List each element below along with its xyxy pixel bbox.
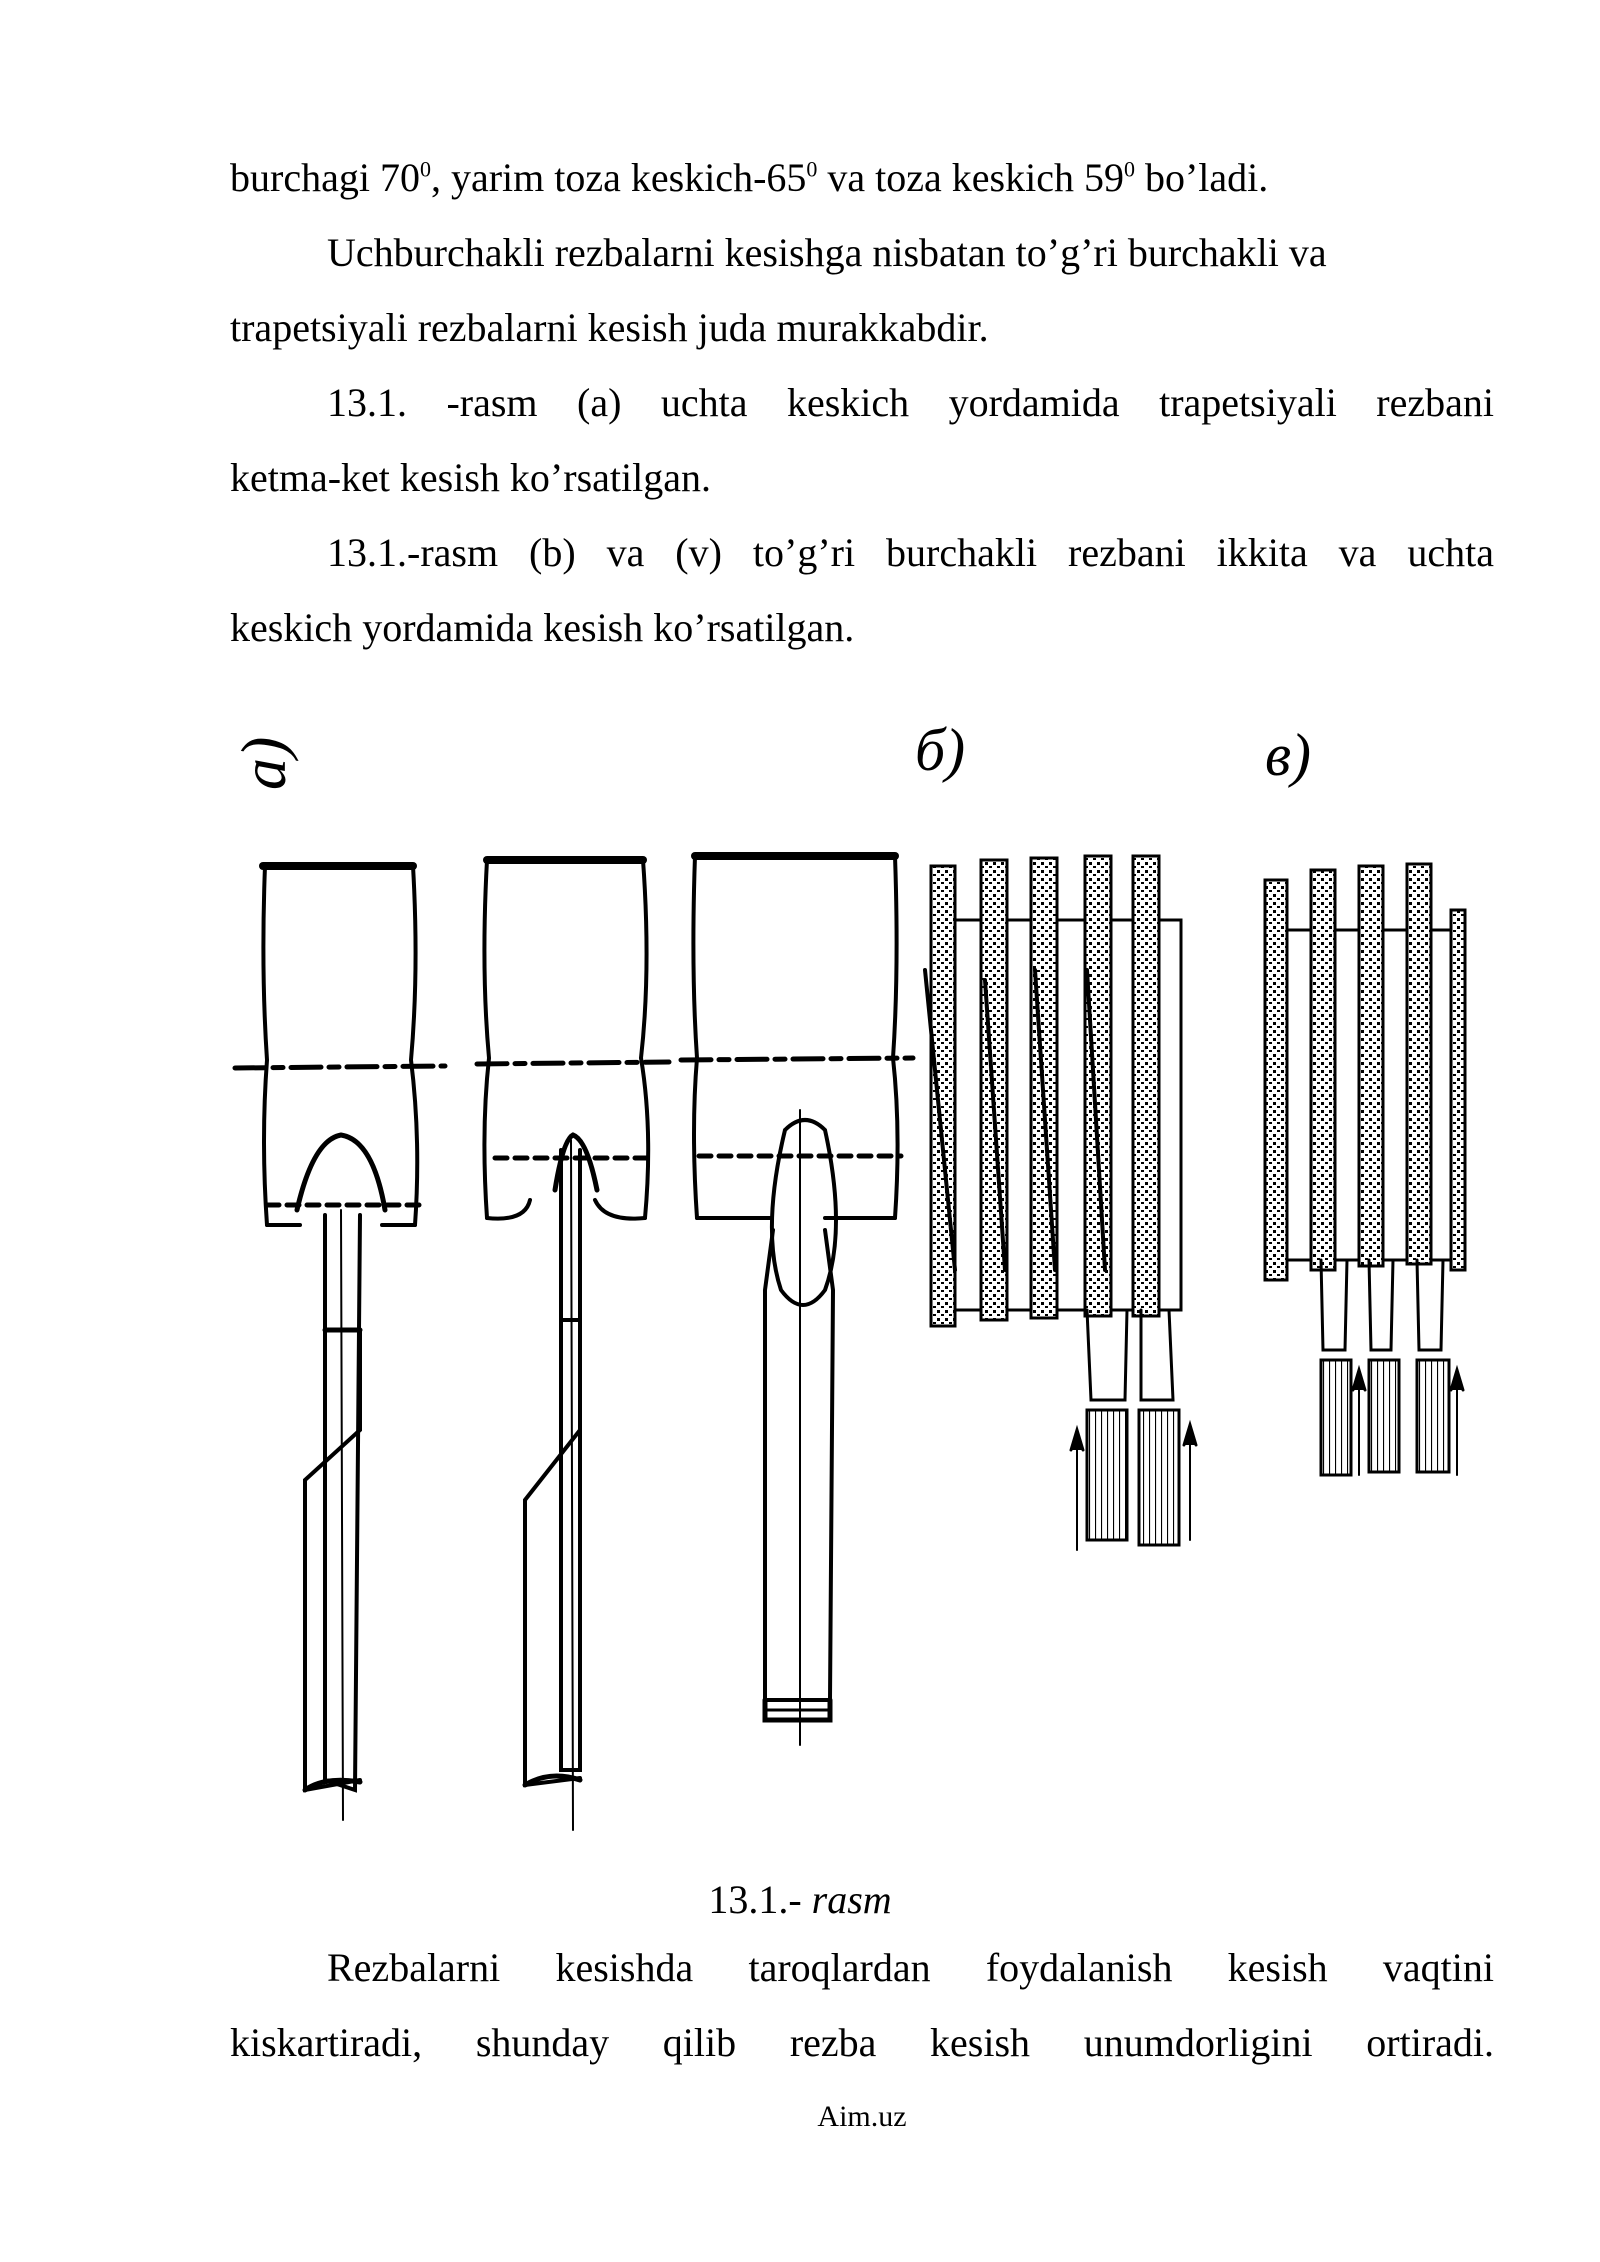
caption-word: rasm [811,1877,892,1922]
workpiece-a1 [235,866,445,1225]
comb-cutters-v [1321,1260,1463,1475]
workpiece-a2 [477,860,669,1219]
thread-cutting-figure [225,670,1535,1860]
p1-text-3: va toza keskich 59 [817,155,1124,200]
paragraph-1 [230,140,1494,215]
paragraph-2-line-2: trapetsiyali rezbalarni kesish juda murakkabdir. [230,305,989,350]
caption-number: 13.1.- [708,1877,812,1922]
paragraph-3-line-2: ketma-ket kesish ko’rsatilgan. [230,455,711,500]
paragraph-3-line-1: 13.1. -rasm (a) uchta keskich yordamida trapetsiyali rezbani [327,380,1494,425]
paragraph-5-line-2: kiskartiradi, shunday qilib rezba kesish unumdorligini ortiradi. [230,2020,1494,2065]
p1-text-1: burchagi 70 [230,155,420,200]
paragraph-4-line-2: keskich yordamida kesish ko’rsatilgan. [230,605,855,650]
cutter-a1 [297,1135,385,1820]
paragraph-5-line-1: Rezbalarni kesishda taroqlardan foydalanish kesish vaqtini [327,1945,1494,1990]
p1-text-2: , yarim toza keskich-65 [430,155,807,200]
p1-degree-2: 0 [806,156,818,182]
paragraph-2-line-1: Uchburchakli rezbalarni kesishga nisbatan to’g’ri burchakli va [327,230,1327,275]
workpiece-a3 [681,856,913,1218]
comb-cutters-b [1071,1310,1196,1550]
cutter-a2 [525,1135,597,1830]
threaded-workpiece-b [925,856,1181,1326]
figure-caption [0,1870,1600,1930]
paragraph-4-line-1: 13.1.-rasm (b) va (v) to’g’ri burchakli rezbani ikkita va uchta [327,530,1494,575]
p1-text-4: bo’ladi. [1134,155,1269,200]
threaded-workpiece-v [1265,864,1465,1280]
p1-degree-3: 0 [1123,156,1135,182]
figure-label-v: в) [1265,722,1312,788]
p1-degree-1: 0 [419,156,431,182]
cutter-a3 [765,1110,836,1745]
figure-label-b: б) [915,717,966,783]
figure-label-a: a) [228,736,299,790]
footer-source: Aim.uz [817,2100,907,2133]
